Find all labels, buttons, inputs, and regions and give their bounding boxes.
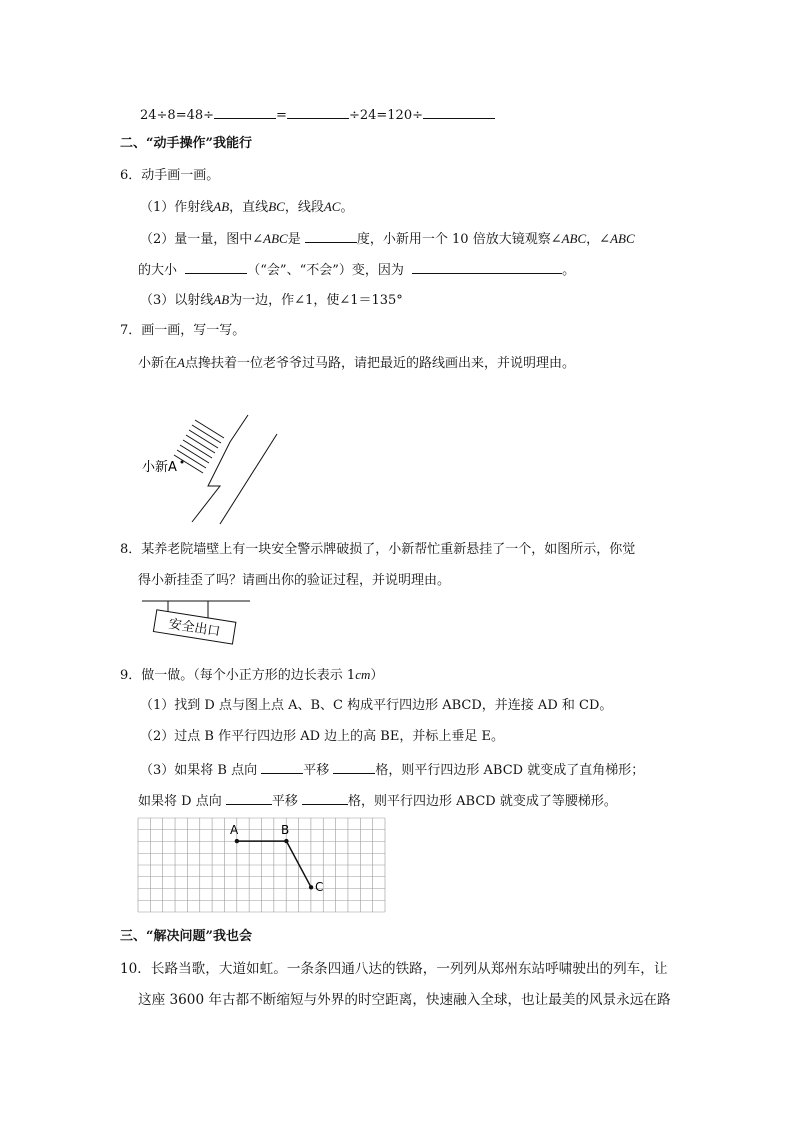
label: AB: [213, 199, 230, 214]
label: ABC: [561, 231, 587, 246]
question-part: [140, 230, 635, 248]
question-title: 10．长路当歌，大道如虹。一条条四通八达的铁路，一列列从郑州东站呼啸驶出的列车，让: [120, 961, 668, 977]
question-part: [140, 199, 353, 216]
equation-part: ÷24=120÷: [348, 108, 423, 123]
question-title: 8．某养老院墙壁上有一块安全警示牌破损了，小新帮忙重新悬挂了一个，如图所示，你觉: [120, 542, 636, 557]
text: 点搀扶着一位老爷爷过马路，请把最近的路线画出来，并说明理由。: [184, 356, 575, 371]
text: 度，小新用一个 10 倍放大镜观察∠: [356, 232, 562, 247]
answer-blank[interactable]: [305, 230, 357, 243]
point-b: [284, 839, 288, 843]
question-title: 6．动手画一画。: [120, 168, 220, 183]
point-c: [309, 885, 313, 889]
exit-sign-text: 安全出口: [167, 616, 222, 640]
text: 平移: [271, 794, 298, 809]
answer-blank[interactable]: [261, 761, 303, 774]
answer-blank[interactable]: [302, 792, 348, 805]
question-description: [138, 355, 575, 372]
text: 为一边，作∠1，使∠1＝135°: [229, 293, 403, 308]
text: ）: [370, 668, 384, 683]
label: ABC: [610, 231, 635, 246]
exit-sign-figure: [140, 598, 260, 653]
text: 如果将 D 点向: [138, 794, 222, 809]
answer-blank[interactable]: [185, 261, 247, 274]
answer-blank[interactable]: [333, 761, 375, 774]
text: 。: [562, 263, 576, 278]
question-part: [138, 261, 575, 279]
text: ，直线: [229, 200, 269, 215]
point-b-label: B: [281, 823, 290, 837]
equation-part: 24÷8=48÷: [140, 108, 215, 123]
text: 平移: [303, 763, 330, 778]
equation-part: =: [276, 108, 287, 123]
crosswalk-stripes: [174, 420, 224, 473]
section-title: 二、“动手操作”我能行: [120, 136, 252, 151]
question-part: （2）过点 B 作平行四边形 AD 边上的高 BE，并标上垂足 E。: [140, 729, 504, 744]
label: AB: [213, 292, 230, 307]
road-crossing-figure: [140, 410, 290, 530]
text: （3）如果将 B 点向: [140, 763, 258, 778]
section-title: 三、“解决问题”我也会: [120, 929, 252, 944]
answer-blank[interactable]: [423, 106, 495, 119]
label: A: [177, 355, 185, 370]
text: （“会”、“不会”）变，因为: [247, 263, 404, 278]
answer-blank[interactable]: [214, 106, 276, 119]
text: 是: [287, 232, 301, 247]
text: 格，则平行四边形 ABCD 就变成了直角梯形；: [375, 763, 645, 778]
point-c-label: C: [315, 880, 324, 894]
label: BC: [268, 199, 285, 214]
point-a-label: 小新A: [142, 460, 177, 475]
label: AC: [323, 199, 341, 214]
answer-blank[interactable]: [412, 261, 562, 274]
point-a-label: A: [230, 823, 239, 837]
text: （1）作射线: [140, 200, 214, 215]
unit: cm: [355, 667, 371, 682]
question-title: [120, 667, 383, 684]
point-a-dot: [181, 461, 184, 464]
text: 小新在: [138, 356, 178, 371]
question-title: 7．画一画，写一写。: [120, 323, 246, 338]
text: 格，则平行四边形 ABCD 就变成了等腰梯形。: [348, 794, 617, 809]
label: ABC: [263, 231, 288, 246]
question-text: 得小新挂歪了吗？请画出你的验证过程，并说明理由。: [138, 573, 451, 588]
text: ，线段: [284, 200, 324, 215]
text: 。: [340, 200, 354, 215]
question-part: （1）找到 D 点与图上点 A、B、C 构成平行四边形 ABCD，并连接 AD 和 CD。: [140, 698, 613, 713]
answer-blank[interactable]: [287, 106, 349, 119]
question-part: [138, 792, 617, 810]
grid-figure: [138, 818, 386, 914]
text: ，∠: [586, 232, 611, 247]
equation-line: [140, 106, 495, 124]
answer-blank[interactable]: [226, 792, 272, 805]
question-part: [140, 761, 644, 779]
text: 9．做一做。（每个小正方形的边长表示 1: [120, 668, 356, 683]
text: （3）以射线: [140, 293, 214, 308]
point-a: [235, 839, 239, 843]
question-text: 这座 3600 年古都不断缩短与外界的时空距离，快速融入全球，也让最美的风景永远在路: [138, 992, 671, 1008]
text: （2）量一量，图中∠: [140, 232, 264, 247]
text: 的大小: [138, 263, 178, 278]
question-part: [140, 292, 403, 309]
